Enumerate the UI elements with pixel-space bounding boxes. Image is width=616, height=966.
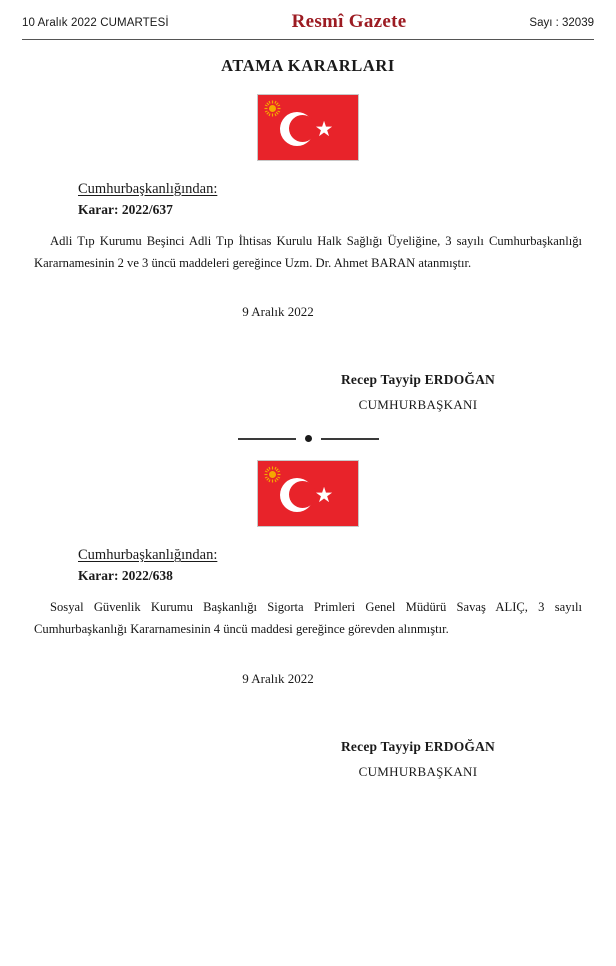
section-divider: [22, 435, 594, 442]
decree-number-1: Karar: 2022/637: [78, 202, 173, 217]
signature-block-1: [34, 372, 582, 413]
decree-block-2: [22, 547, 594, 779]
decree-number-2: Karar: 2022/638: [78, 568, 173, 584]
flag-container-1: [22, 94, 594, 161]
decree-issuer-1: Cumhurbaşkanlığından:: [78, 181, 218, 197]
gazette-title: Resmî Gazete: [291, 11, 407, 32]
decree-issuer-2: Cumhurbaşkanlığından:: [78, 547, 218, 564]
issue-number: Sayı : 32039: [529, 17, 594, 29]
page-title: ATAMA KARARLARI: [221, 56, 395, 75]
signatory-name-1: Recep Tayyip ERDOĞAN: [340, 372, 496, 388]
signatory-role-2: CUMHURBAŞKANI: [358, 763, 478, 779]
decree-date-2: 9 Aralık 2022: [242, 670, 314, 686]
turkish-flag-icon: [257, 94, 359, 161]
turkish-flag-icon: [257, 460, 359, 527]
publication-date: 10 Aralık 2022 CUMARTESİ: [22, 17, 169, 29]
crescent-inner-shape: [289, 115, 316, 142]
divider-bar-left: [238, 438, 296, 440]
crescent-inner-shape: [289, 481, 316, 508]
sun-emblem-icon: [264, 100, 281, 117]
decree-date-1: 9 Aralık 2022: [242, 304, 314, 320]
masthead-divider: [22, 39, 594, 40]
decree-body-1: Adli Tıp Kurumu Beşinci Adli Tıp İhtisas Kurulu Halk Sağlığı Üyeliğine, 3 sayılı Cumhurbaşkanlığı Kararnamesinin 2 ve 3 üncü maddeleri gereğince Uzm. Dr. Ahmet BARAN atanmıştır.: [34, 234, 582, 270]
flag-container-2: [22, 460, 594, 527]
divider-bar-right: [321, 438, 379, 440]
masthead: [22, 0, 594, 36]
signatory-role-1: CUMHURBAŞKANI: [358, 397, 478, 413]
signatory-name-2: Recep Tayyip ERDOĞAN: [340, 738, 496, 754]
divider-dot-icon: [305, 435, 312, 442]
decree-block-1: [22, 181, 594, 413]
sun-emblem-icon: [264, 466, 281, 483]
decree-body-2: Sosyal Güvenlik Kurumu Başkanlığı Sigorta Primleri Genel Müdürü Savaş ALIÇ, 3 sayılı Cumhurbaşkanlığı Kararnamesinin 4 üncü maddesi gereğince görevden alınmıştır.: [34, 600, 582, 636]
star-icon: ★: [314, 117, 334, 141]
signature-block-2: [34, 739, 582, 780]
star-icon: ★: [314, 483, 334, 508]
